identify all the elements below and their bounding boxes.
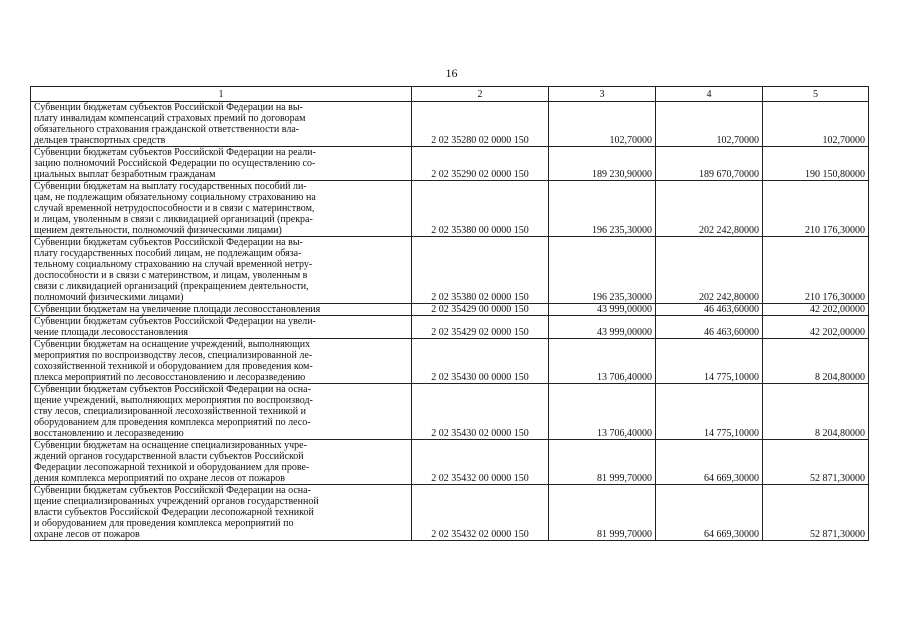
row-name-cell: Субвенции бюджетам субъектов Российской Федерации на реали- зацию полномочий Российской Федерации по осуществлению со- циальных выплат безработным гражданам: [31, 147, 412, 181]
row-value-col5: 8 204,80000: [763, 384, 869, 440]
table-row: [31, 485, 869, 541]
row-value-col4: 14 775,10000: [656, 384, 763, 440]
row-name-cell: Субвенции бюджетам субъектов Российской Федерации на увели- чение площади лесовосстановления: [31, 316, 412, 339]
row-value-col5: 8 204,80000: [763, 339, 869, 384]
row-code-cell: 2 02 35380 02 0000 150: [412, 237, 549, 304]
header-col-5: 5: [763, 87, 869, 102]
row-value-col5: 190 150,80000: [763, 147, 869, 181]
row-value-col5: 52 871,30000: [763, 440, 869, 485]
budget-table: [30, 86, 869, 541]
table-row: [31, 440, 869, 485]
table-row: [31, 384, 869, 440]
table-body: [31, 102, 869, 541]
row-value-col3: 102,70000: [549, 102, 656, 147]
row-code-cell: 2 02 35429 00 0000 150: [412, 304, 549, 316]
row-value-col4: 46 463,60000: [656, 304, 763, 316]
row-name-cell: Субвенции бюджетам субъектов Российской Федерации на осна- щение учреждений, выполняющих мероприятия по воспроизвод- ству лесов, специализированной лесохозяйственной техникой и оборудованием для проведения комплекса мероприятий по лесо- восстановлению и лесоразведению: [31, 384, 412, 440]
row-code-cell: 2 02 35280 02 0000 150: [412, 102, 549, 147]
row-value-col4: 64 669,30000: [656, 485, 763, 541]
table-row: [31, 147, 869, 181]
header-col-2: 2: [412, 87, 549, 102]
row-code-cell: 2 02 35430 00 0000 150: [412, 339, 549, 384]
table-row: [31, 316, 869, 339]
page-number: 16: [445, 66, 458, 80]
row-code-cell: 2 02 35380 00 0000 150: [412, 181, 549, 237]
row-value-col4: 102,70000: [656, 102, 763, 147]
row-code-cell: 2 02 35430 02 0000 150: [412, 384, 549, 440]
row-value-col4: 202 242,80000: [656, 181, 763, 237]
row-name-cell: Субвенции бюджетам субъектов Российской Федерации на вы- плату инвалидам компенсаций страховых премий по договорам обязательного страхования гражданской ответственности вла- дельцев транспортных средств: [31, 102, 412, 147]
row-value-col3: 43 999,00000: [549, 304, 656, 316]
row-value-col3: 43 999,00000: [549, 316, 656, 339]
table-header-row: [31, 87, 869, 102]
row-name-cell: Субвенции бюджетам на оснащение специализированных учре- ждений органов государственной власти субъектов Российской Федерации лесопожарной техникой и оборудованием для прове- дения комплекса мероприятий по охране лесов от пожаров: [31, 440, 412, 485]
row-value-col5: 210 176,30000: [763, 181, 869, 237]
row-value-col5: 210 176,30000: [763, 237, 869, 304]
row-value-col3: 196 235,30000: [549, 181, 656, 237]
row-value-col3: 189 230,90000: [549, 147, 656, 181]
row-value-col3: 196 235,30000: [549, 237, 656, 304]
row-value-col3: 13 706,40000: [549, 384, 656, 440]
row-value-col3: 13 706,40000: [549, 339, 656, 384]
row-value-col3: 81 999,70000: [549, 485, 656, 541]
row-code-cell: 2 02 35432 00 0000 150: [412, 440, 549, 485]
row-code-cell: 2 02 35429 02 0000 150: [412, 316, 549, 339]
row-code-cell: 2 02 35290 02 0000 150: [412, 147, 549, 181]
row-name-cell: Субвенции бюджетам субъектов Российской Федерации на осна- щение специализированных учреждений органов государственной власти субъектов Российской Федерации лесопожарной техникой и оборудованием для проведения комплекса мероприятий по охране лесов от пожаров: [31, 485, 412, 541]
row-value-col5: 52 871,30000: [763, 485, 869, 541]
row-value-col4: 189 670,70000: [656, 147, 763, 181]
table-row: [31, 339, 869, 384]
row-name-cell: Субвенции бюджетам субъектов Российской Федерации на вы- плату государственных пособий лицам, не подлежащим обяза- тельному социальному страхованию на случай временной нетру- доспособности и в связи с материнством, и лицам, уволенным в связи с ликвидацией организаций (прекращением деятельности, полномочий физическими лицами): [31, 237, 412, 304]
row-name-cell: Субвенции бюджетам на увеличение площади лесовосстановления: [31, 304, 412, 316]
table-row: [31, 237, 869, 304]
table-row: [31, 181, 869, 237]
table-row: [31, 304, 869, 316]
header-col-1: 1: [31, 87, 412, 102]
row-name-cell: Субвенции бюджетам на оснащение учреждений, выполняющих мероприятия по воспроизводству лесов, специализированной ле- сохозяйственной техникой и оборудованием для проведения ком- плекса мероприятий по лесовосстановлению и лесоразведению: [31, 339, 412, 384]
row-value-col4: 14 775,10000: [656, 339, 763, 384]
row-name-cell: Субвенции бюджетам на выплату государственных пособий ли- цам, не подлежащим обязательному социальному страхованию на случай временной нетрудоспособности и в связи с материнством, и лицам, уволенным в связи с ликвидацией организаций (прекра- щением деятельности, полномочий физическими лицами): [31, 181, 412, 237]
row-value-col5: 42 202,00000: [763, 316, 869, 339]
row-code-cell: 2 02 35432 02 0000 150: [412, 485, 549, 541]
row-value-col3: 81 999,70000: [549, 440, 656, 485]
row-value-col4: 202 242,80000: [656, 237, 763, 304]
header-col-4: 4: [656, 87, 763, 102]
table-row: [31, 102, 869, 147]
row-value-col5: 42 202,00000: [763, 304, 869, 316]
row-value-col4: 64 669,30000: [656, 440, 763, 485]
row-value-col5: 102,70000: [763, 102, 869, 147]
header-col-3: 3: [549, 87, 656, 102]
row-value-col4: 46 463,60000: [656, 316, 763, 339]
